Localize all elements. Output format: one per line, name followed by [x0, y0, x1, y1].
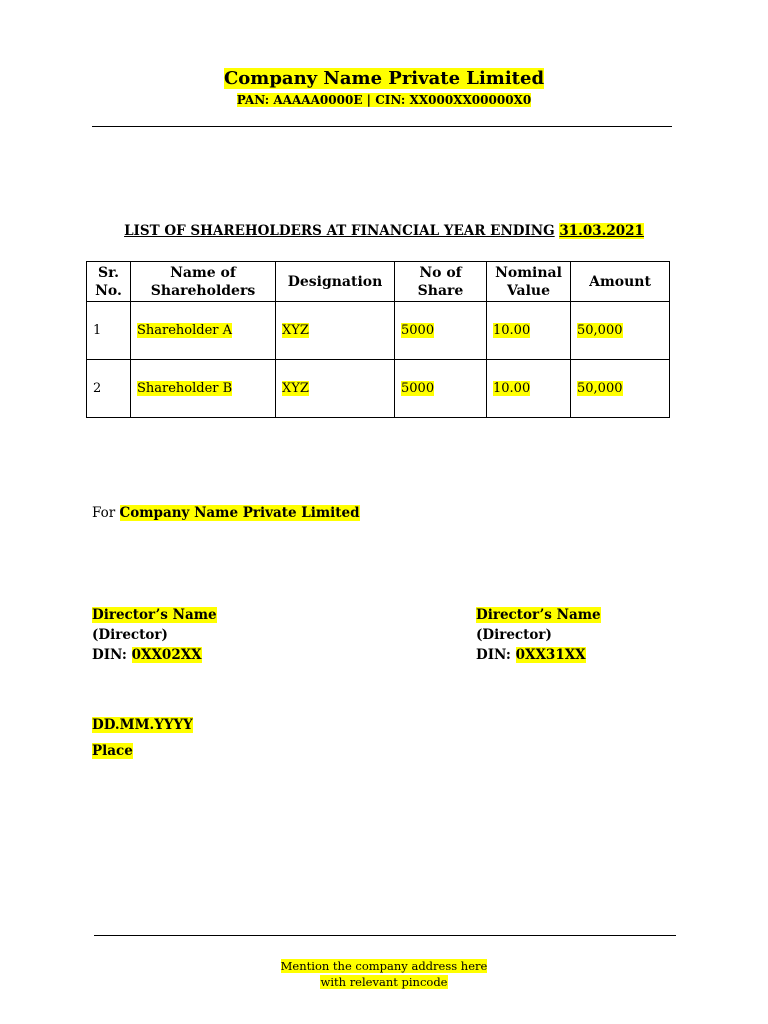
cell-nominal: 10.00	[487, 360, 571, 418]
signatory-left	[92, 605, 217, 665]
date-placeholder: DD.MM.YYYY	[92, 717, 193, 733]
financial-year-date: 31.03.2021	[559, 223, 644, 239]
table-row	[87, 360, 670, 418]
col-header-amount: Amount	[571, 262, 670, 302]
cell-name: Shareholder B	[131, 360, 276, 418]
cell-sr: 1	[87, 302, 131, 360]
cell-name: Shareholder A	[131, 302, 276, 360]
cell-nominal: 10.00	[487, 302, 571, 360]
col-header-sr: Sr. No.	[87, 262, 131, 302]
for-company-line	[92, 504, 360, 522]
director-name: Director’s Name	[92, 607, 217, 623]
director-name: Director’s Name	[476, 607, 601, 623]
company-name: Company Name Private Limited	[223, 68, 545, 89]
col-header-designation: Designation	[276, 262, 395, 302]
signatory-right	[476, 605, 601, 665]
cell-amount: 50,000	[571, 360, 670, 418]
director-din: DIN: 0XX31XX	[476, 647, 586, 663]
cell-shares: 5000	[395, 302, 487, 360]
director-role: (Director)	[92, 627, 168, 643]
company-ids	[0, 93, 768, 107]
col-header-nominal: Nominal Value	[487, 262, 571, 302]
table-row	[87, 302, 670, 360]
footer-line-1: Mention the company address here	[280, 959, 488, 973]
header-divider	[92, 126, 672, 127]
footer-line-2: with relevant pincode	[320, 975, 448, 989]
list-heading	[0, 222, 768, 240]
footer-address	[0, 958, 768, 990]
col-header-name: Name of Shareholders	[131, 262, 276, 302]
pan-cin-line: PAN: AAAAA0000E | CIN: XX000XX00000X0	[236, 93, 532, 107]
cell-designation: XYZ	[276, 302, 395, 360]
table-header-row	[87, 262, 670, 302]
director-din: DIN: 0XX02XX	[92, 647, 202, 663]
footer-divider	[94, 935, 676, 936]
for-prefix: For	[92, 505, 116, 521]
shareholders-table	[86, 261, 670, 418]
cell-sr: 2	[87, 360, 131, 418]
for-company-name: Company Name Private Limited	[119, 505, 360, 521]
cell-shares: 5000	[395, 360, 487, 418]
place-placeholder: Place	[92, 743, 133, 759]
cell-designation: XYZ	[276, 360, 395, 418]
director-role: (Director)	[476, 627, 552, 643]
company-title	[0, 68, 768, 90]
cell-amount: 50,000	[571, 302, 670, 360]
col-header-shares: No of Share	[395, 262, 487, 302]
list-heading-text: LIST OF SHAREHOLDERS AT FINANCIAL YEAR ENDING	[124, 223, 555, 239]
